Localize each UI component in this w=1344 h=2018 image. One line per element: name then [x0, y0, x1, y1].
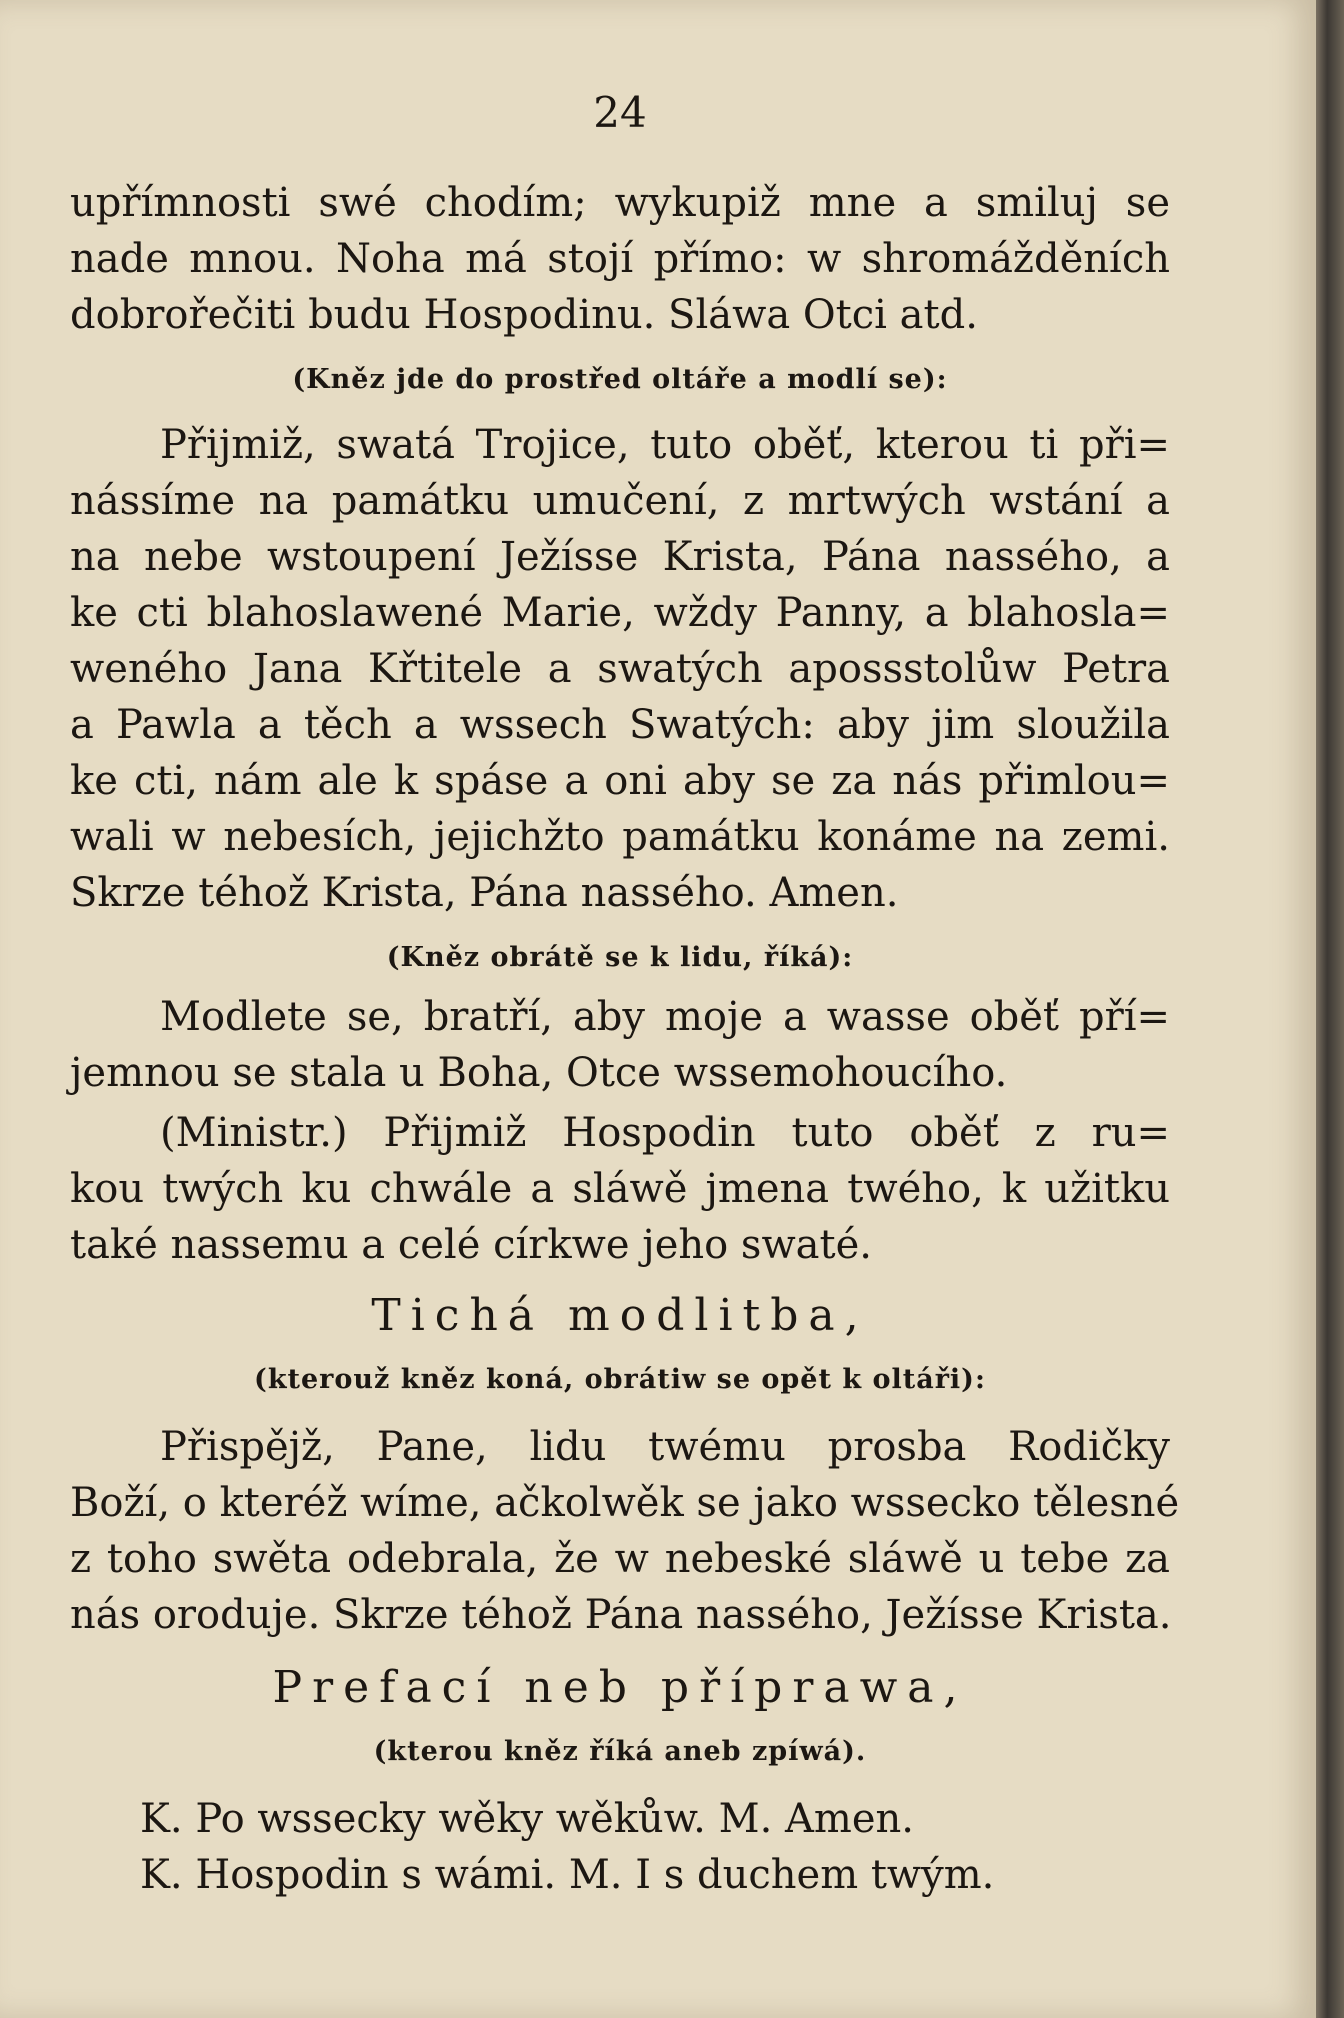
- text-line: dobrořečiti budu Hospodinu. Sláwa Otci atd.: [70, 292, 978, 338]
- text-line: (Ministr.) Přijmiž Hospodin tuto oběť z ru=: [160, 1110, 1170, 1156]
- page-number: 24: [593, 88, 647, 137]
- text-line: kou twých ku chwále a sláwě jmena twého, k užitku: [70, 1166, 1170, 1212]
- text-line: nássíme na památku umučení, z mrtwých wstání a: [70, 478, 1170, 524]
- text-line: ke cti, nám ale k spáse a oni aby se za nás přimlou=: [70, 758, 1170, 804]
- rubric: (kterou kněz říká aneb zpíwá).: [373, 1736, 867, 1767]
- text-line: jemnou se stala u Boha, Otce wssemohoucího.: [70, 1050, 1008, 1096]
- response-line: K. Hospodin s wámi. M. I s duchem twým.: [140, 1852, 995, 1898]
- text-line: Boží, o kteréž wíme, ačkolwěk se jako wssecko tělesné: [70, 1480, 1180, 1526]
- text-line: nade mnou. Noha má stojí přímo: w shromážděních: [70, 236, 1170, 282]
- text-line: také nassemu a celé církwe jeho swaté.: [70, 1222, 872, 1268]
- section-heading: Tichá modlitba,: [371, 1290, 869, 1341]
- section-heading: Prefací neb příprawa,: [272, 1662, 968, 1713]
- text-line: na nebe wstoupení Ježísse Krista, Pána nassého, a: [70, 534, 1170, 580]
- text-line: nás oroduje. Skrze téhož Pána nassého, Ježísse Krista.: [70, 1592, 1172, 1638]
- response-line: K. Po wssecky wěky wěkůw. M. Amen.: [140, 1796, 914, 1842]
- book-spine-edge: [1316, 0, 1344, 2018]
- text-line: ke cti blahoslawené Marie, wždy Panny, a blahosla=: [70, 590, 1170, 636]
- rubric: (Kněz jde do prostřed oltáře a modlí se):: [292, 364, 948, 395]
- text-line: weného Jana Křtitele a swatých apossstolůw Petra: [70, 646, 1170, 692]
- rubric: (Kněz obrátě se k lidu, říká):: [386, 942, 854, 973]
- text-line: a Pawla a těch a wssech Swatých: aby jim sloužila: [70, 702, 1170, 748]
- text-line: wali w nebesích, jejichžto památku konáme na zemi.: [70, 814, 1170, 860]
- text-line: Přijmiž, swatá Trojice, tuto oběť, kterou ti při=: [160, 422, 1170, 468]
- text-line: Přispějž, Pane, lidu twému prosba Rodičky: [160, 1424, 1170, 1470]
- rubric: (kterouž kněz koná, obrátiw se opět k oltáři):: [254, 1364, 986, 1395]
- text-line: z toho swěta odebrala, že w nebeské sláwě u tebe za: [70, 1536, 1170, 1582]
- text-line: upřímnosti swé chodím; wykupiž mne a smiluj se: [70, 180, 1170, 226]
- text-line: Modlete se, bratří, aby moje a wasse oběť pří=: [160, 994, 1170, 1040]
- text-line: Skrze téhož Krista, Pána nassého. Amen.: [70, 870, 899, 916]
